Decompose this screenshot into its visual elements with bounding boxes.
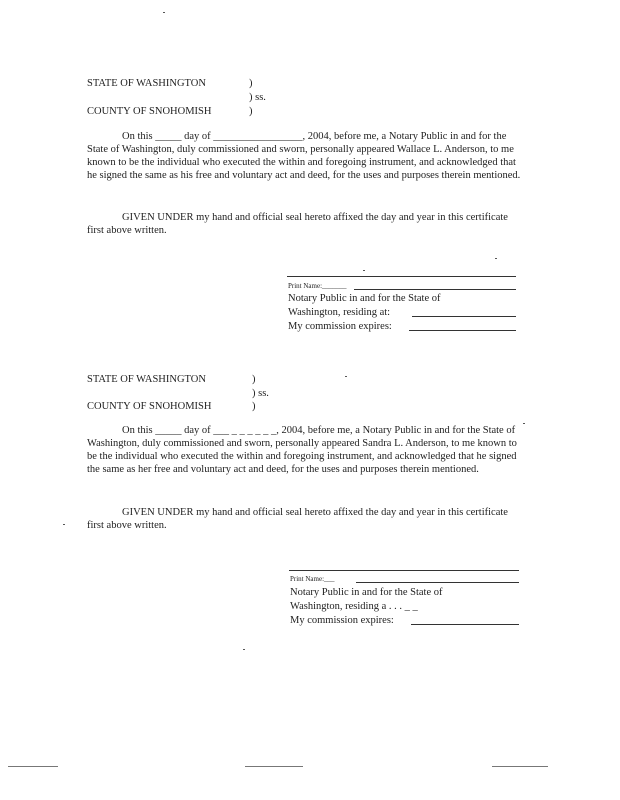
given-under-paragraph [87, 506, 527, 532]
paren: ) [249, 78, 253, 89]
ss-label: ) ss. [249, 92, 266, 103]
acknowledgment-paragraph [87, 424, 527, 476]
scan-speck [495, 258, 497, 259]
notary-public-line2: Washington, residing at: [288, 307, 391, 318]
paren: ) [252, 374, 256, 385]
given-under-text: GIVEN UNDER my hand and official seal hereto affixed the day and year in this certificate first above written. [87, 507, 508, 531]
footer-mark [492, 766, 548, 767]
paren: ) [252, 401, 256, 412]
county-label: COUNTY OF SNOHOMISH [87, 401, 212, 412]
notary-public-line1: Notary Public in and for the State of [290, 587, 443, 598]
commission-line [411, 624, 519, 625]
signature-line [287, 276, 516, 277]
notary-public-line2: Washington, residing a . . . _ _ [290, 601, 418, 612]
commission-line [409, 330, 516, 331]
given-under-paragraph [87, 211, 527, 237]
print-name-line [356, 582, 519, 583]
scan-speck [523, 423, 525, 424]
acknowledgment-paragraph [87, 130, 527, 182]
scan-speck [163, 12, 165, 13]
notary-public-line1: Notary Public in and for the State of [288, 293, 441, 304]
paren: ) [249, 106, 253, 117]
commission-label: My commission expires: [288, 321, 392, 332]
acknowledgment-text: On this _____ day of ___ _ _ _ _ _ _, 2004, before me, a Notary Public in and for the State of Washington, duly commissioned and sworn, personally appeared Sandra L. Anderson, to me known to be the individual who executed the within and foregoing instrument, and acknowledged that he signed the same as her free and voluntary act and deed, for the uses and purposes therein mentioned. [87, 425, 517, 475]
footer-mark [245, 766, 303, 767]
given-under-text: GIVEN UNDER my hand and official seal hereto affixed the day and year in this certificate first above written. [87, 212, 508, 236]
ss-label: ) ss. [252, 388, 269, 399]
scan-speck [363, 270, 365, 271]
acknowledgment-text: On this _____ day of _________________, 2004, before me, a Notary Public in and for the State of Washington, duly commissioned and sworn, personally appeared Wallace L. Anderson, to me known to be the individual who executed the within and foregoing instrument, and acknowledged that he signed the same as his free and voluntary act and deed, for the uses and purposes therein mentioned. [87, 131, 521, 181]
state-label: STATE OF WASHINGTON [87, 78, 206, 89]
signature-line [289, 570, 519, 571]
footer-mark [8, 766, 58, 767]
print-name-line [354, 289, 516, 290]
commission-label: My commission expires: [290, 615, 394, 626]
residing-line [412, 316, 516, 317]
scan-speck [63, 524, 65, 525]
state-label: STATE OF WASHINGTON [87, 374, 206, 385]
scan-speck [243, 649, 245, 650]
print-name-label: Print Name:_______ [288, 282, 347, 290]
print-name-label: Print Name:___ [290, 575, 335, 583]
scan-speck [345, 376, 347, 377]
county-label: COUNTY OF SNOHOMISH [87, 106, 212, 117]
